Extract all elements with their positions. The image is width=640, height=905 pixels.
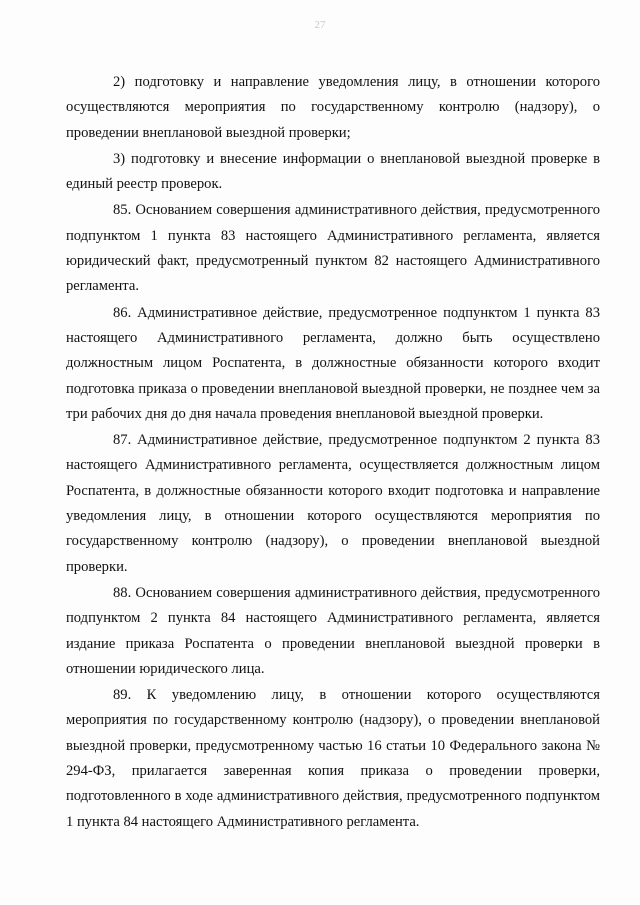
paragraph-88: 88. Основанием совершения административного действия, предусмотренного подпунктом 2 пункта 84 настоящего Административного регламента, является издание приказа Роспатента о проведении внеплановой выездной проверки в отношении юридического лица. (66, 584, 600, 677)
paragraph-86: 86. Административное действие, предусмотренное подпунктом 1 пункта 83 настоящего Административного регламента, должно быть осуществлено должностным лицом Роспатента, в должностные обязанности которого входит подготовка приказа о проведении внеплановой выездной проверки, не позднее чем за три рабочих дня до дня начала проведения внеплановой выездной проверки. (66, 304, 600, 422)
page-number: 27 (314, 19, 326, 31)
paragraph-89: 89. К уведомлению лицу, в отношении которого осуществляются мероприятия по государственному контролю (надзору), о проведении внеплановой выездной проверки, предусмотренному частью 16 статьи 10 Федерального закона № 294-ФЗ, прилагается заверенная копия приказа о проведении проверки, подготовленного в ходе административного действия, предусмотренного подпунктом 1 пункта 84 настоящего Административного регламента. (66, 687, 600, 830)
paragraph-87: 87. Административное действие, предусмотренное подпунктом 2 пункта 83 настоящего Административного регламента, осуществляется должностным лицом Роспатента, в должностные обязанности которого входит подготовка и направление уведомления лицу, в отношении которого осуществляются мероприятия по государственному контролю (надзору), о проведении внеплановой выездной проверки. (66, 432, 600, 575)
paragraph-85: 85. Основанием совершения административного действия, предусмотренного подпунктом 1 пункта 83 настоящего Административного регламента, является юридический факт, предусмотренный пунктом 82 настоящего Административного регламента. (66, 202, 600, 295)
paragraph-item-3: 3) подготовку и внесение информации о внеплановой выездной проверке в единый реестр проверок. (66, 150, 600, 193)
paragraph-item-2: 2) подготовку и направление уведомления лицу, в отношении которого осуществляются мероприятия по государственному контролю (надзору), о проведении внеплановой выездной проверки; (66, 74, 600, 141)
document-body (66, 70, 600, 835)
